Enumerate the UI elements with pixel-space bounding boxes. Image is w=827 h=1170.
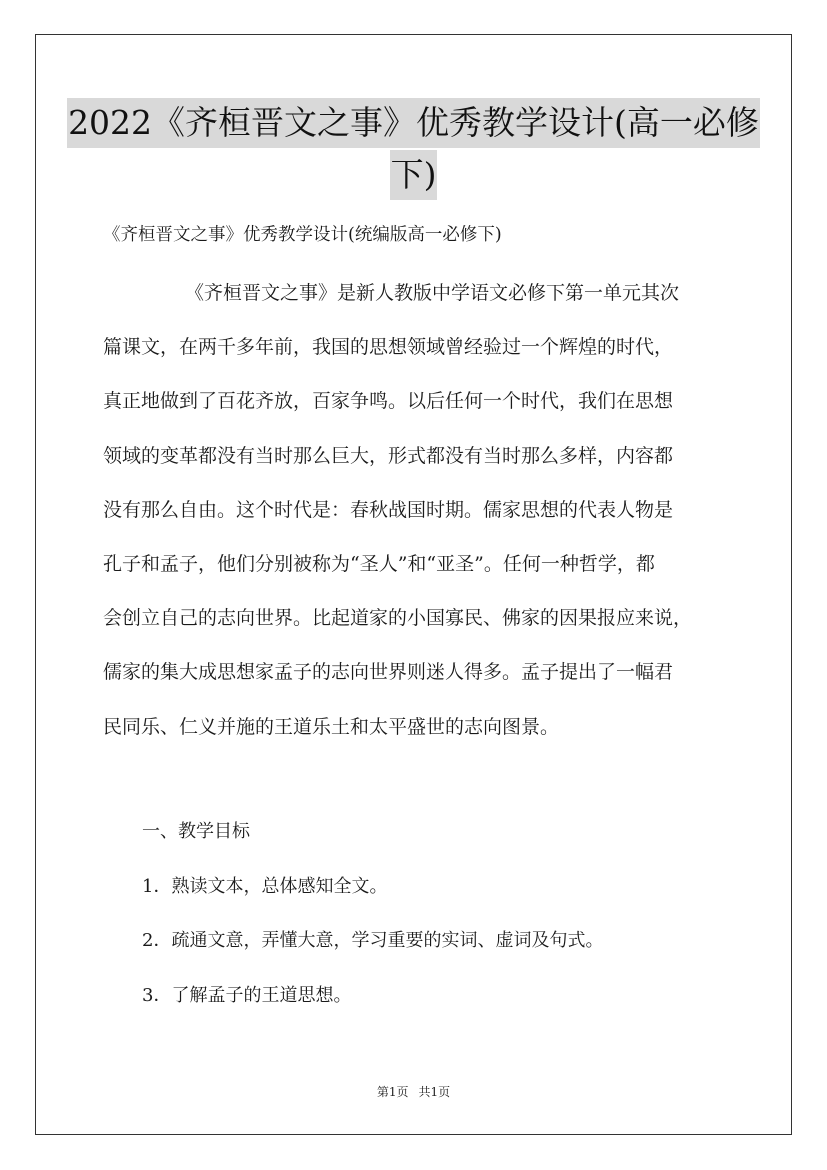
title-line-1: 2022《齐桓晋文之事》优秀教学设计(高一必修 (67, 98, 760, 148)
paragraph-line: 会创立自己的志向世界。比起道家的小国寡民、佛家的因果报应来说， (103, 607, 693, 630)
paragraph-line: 领域的变革都没有当时那么巨大，形式都没有当时那么多样，内容都 (103, 444, 674, 467)
document-subtitle: 《齐桓晋文之事》优秀教学设计(统编版高一必修下) (103, 225, 502, 245)
objective-item: 3．了解孟子的王道思想。 (142, 984, 352, 1006)
paragraph-line: 儒家的集大成思想家孟子的志向世界则迷人得多。孟子提出了一幅君 (103, 661, 674, 684)
section-heading: 一、教学目标 (142, 821, 250, 842)
page-total: 共1页 (418, 1085, 451, 1099)
paragraph-line: 民同乐、仁义并施的王道乐土和太平盛世的志向图景。 (103, 715, 560, 738)
objective-item: 1．熟读文本，总体感知全文。 (142, 875, 388, 897)
intro-paragraph (103, 273, 733, 761)
objective-item: 2．疏通文意，弄懂大意，学习重要的实词、虚词及句式。 (142, 930, 604, 951)
page-footer (0, 1082, 827, 1102)
page-number: 第1页 (376, 1085, 409, 1099)
teaching-objectives-section (142, 813, 603, 1031)
paragraph-line: 篇课文，在两千多年前，我国的思想领域曾经验过一个辉煌的时代， (103, 336, 674, 359)
title-line-2: 下) (390, 150, 438, 200)
paragraph-line: 孔子和孟子，他们分别被称为“圣人”和“亚圣”。任何一种哲学，都 (103, 552, 655, 575)
document-title (0, 98, 827, 200)
paragraph-line: 《齐桓晋文之事》是新人教版中学语文必修下第一单元其次 (185, 282, 680, 304)
paragraph-line: 没有那么自由。这个时代是：春秋战国时期。儒家思想的代表人物是 (103, 498, 674, 521)
paragraph-line: 真正地做到了百花齐放，百家争鸣。以后任何一个时代，我们在思想 (103, 390, 674, 413)
